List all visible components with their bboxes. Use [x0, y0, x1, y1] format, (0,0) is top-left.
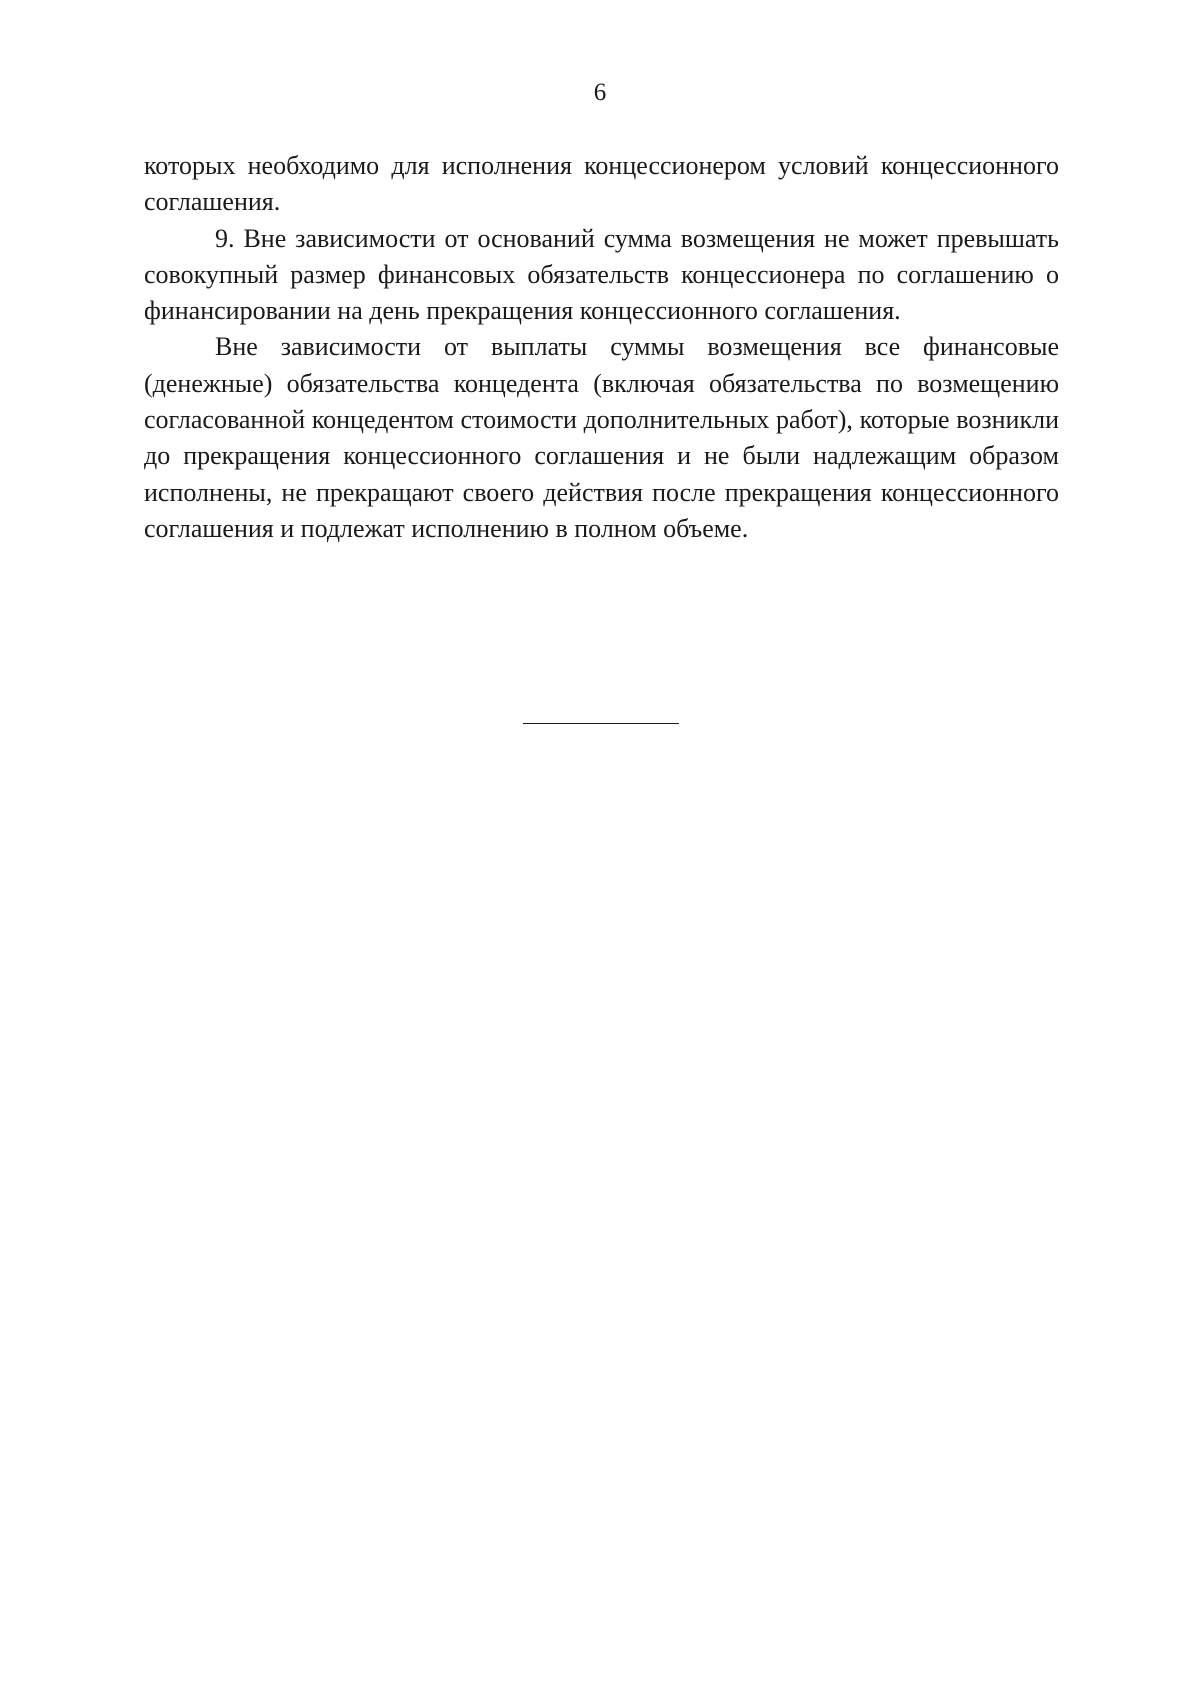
paragraph-continuation: которых необходимо для исполнения концессионером условий концессионного соглашения. — [144, 151, 1059, 217]
paragraph-obligations: Вне зависимости от выплаты суммы возмещения все финансовые (денежные) обязательства концедента (включая обязательства по возмещению согласованной концедентом стоимости дополнительных работ), которые возникли до прекращения концессионного соглашения и не были надлежащим образом исполнены, не прекращают своего действия после прекращения концессионного соглашения и подлежат исполнению в полном объеме. — [144, 332, 1059, 543]
end-of-document-rule — [523, 723, 679, 724]
document-body — [144, 148, 1059, 547]
paragraph-item-9: 9. Вне зависимости от оснований сумма возмещения не может превышать совокупный размер финансовых обязательств концессионера по соглашению о финансировании на день прекращения концессионного соглашения. — [144, 223, 1059, 326]
page-number: 6 — [593, 79, 607, 106]
